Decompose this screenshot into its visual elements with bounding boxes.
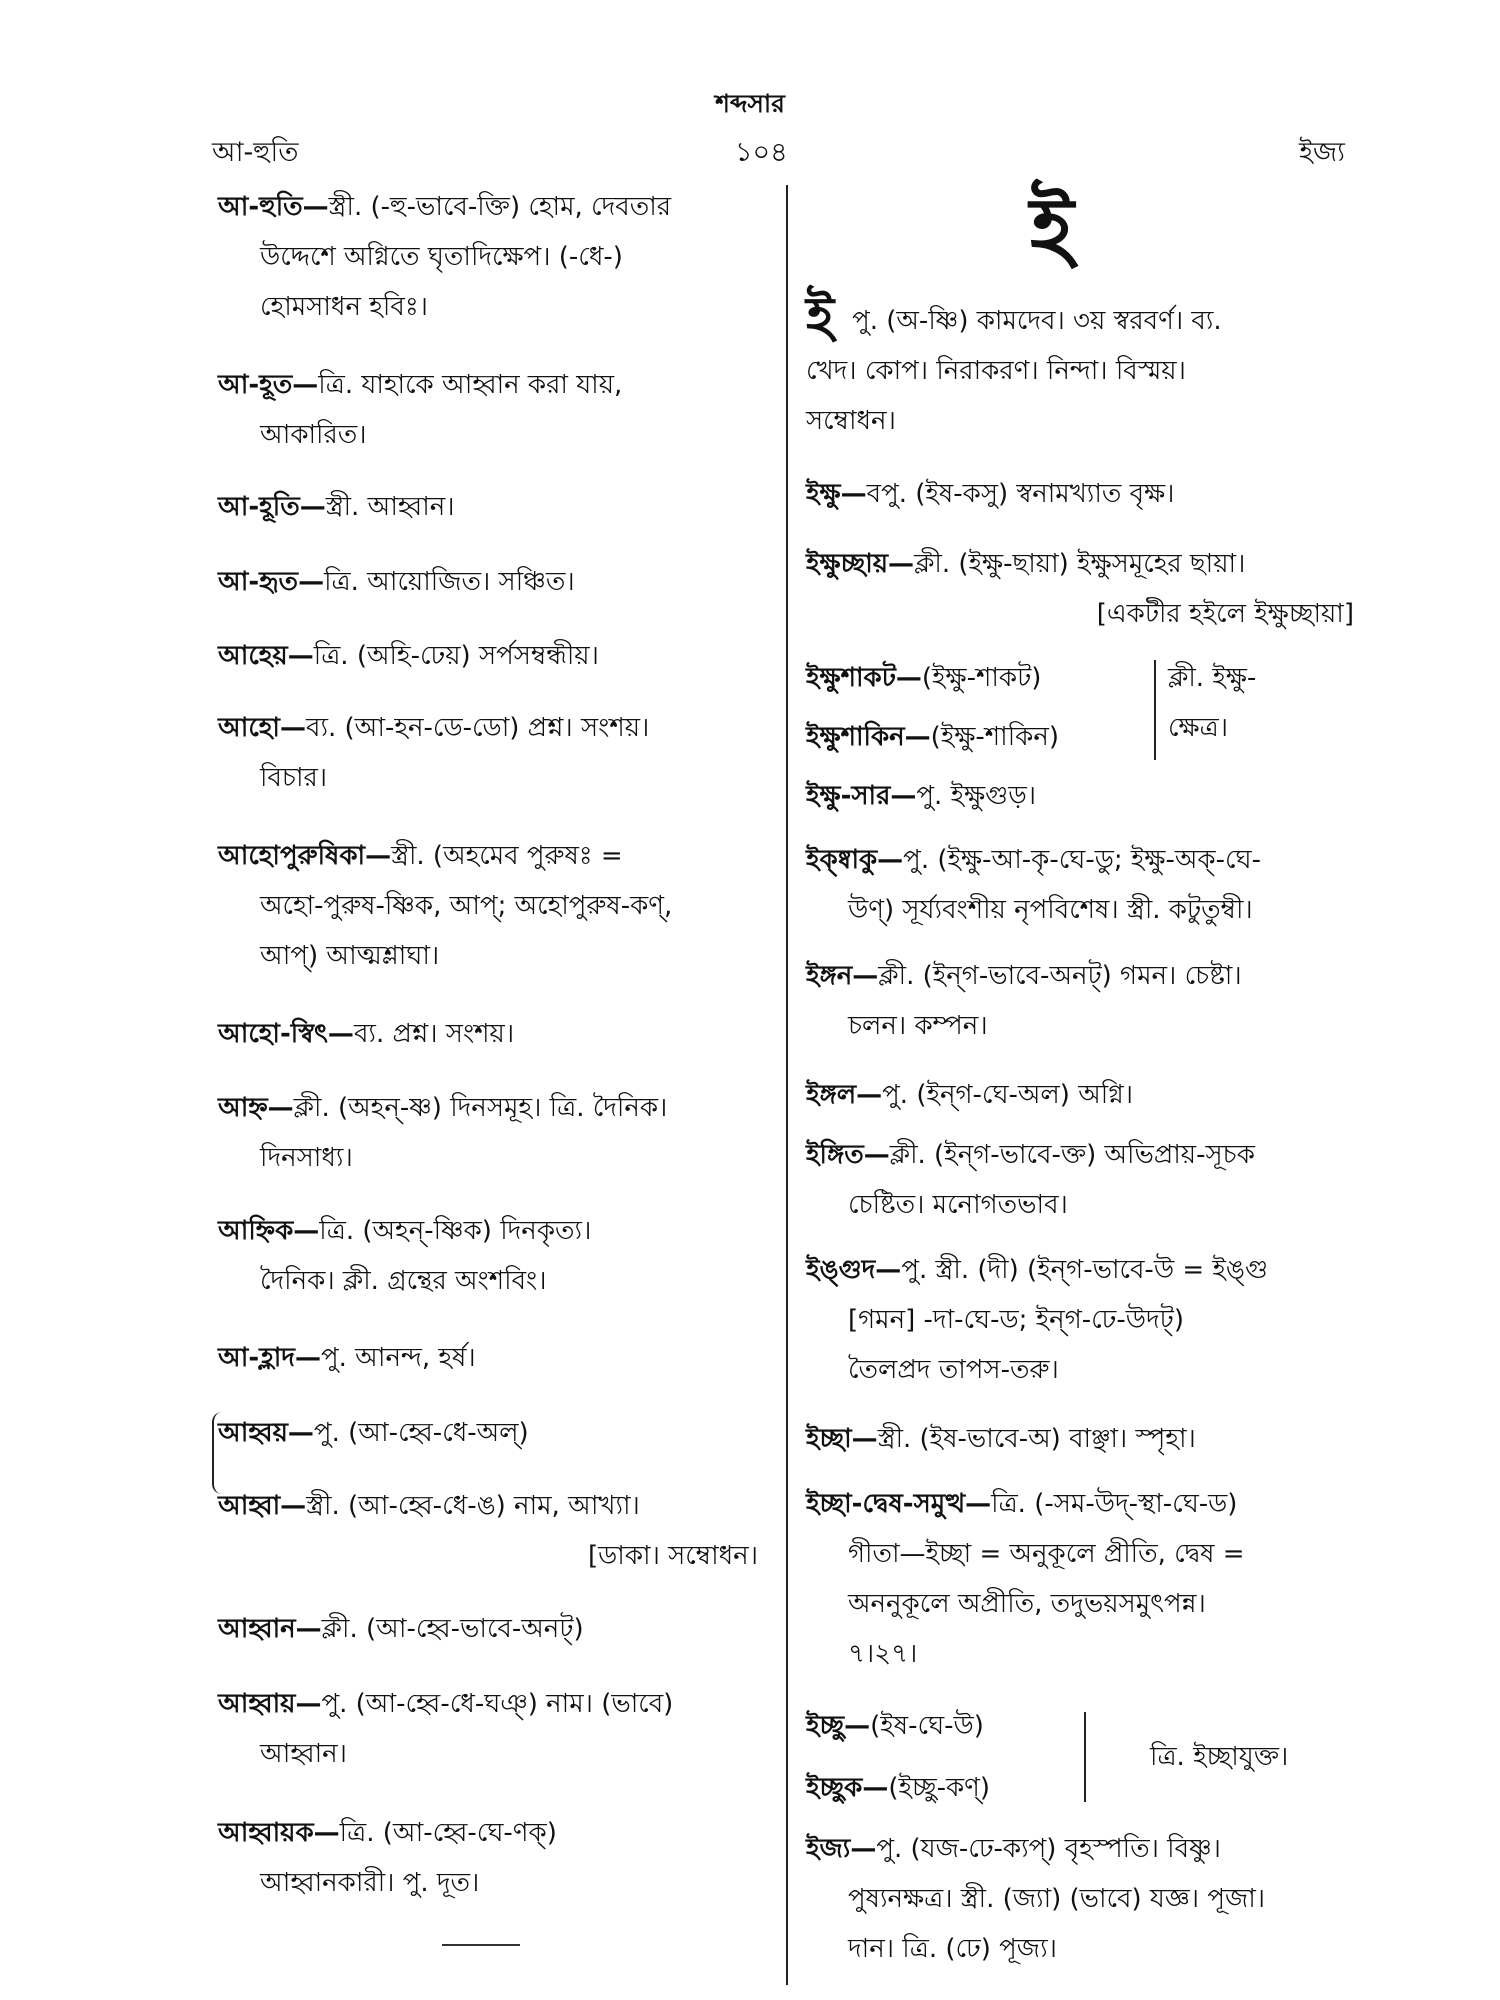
entry-headword: আহ্ন— — [218, 1093, 294, 1123]
entry-definition: [ডাকা। সম্বোধন। — [588, 1541, 758, 1571]
entry-definition: স্ত্রী. আহ্বান। — [325, 492, 455, 522]
entry-line — [806, 771, 1354, 821]
entry-headword: ইঙ্গল— — [806, 1080, 883, 1110]
dictionary-entry — [806, 951, 1354, 1051]
column-divider — [786, 185, 788, 1985]
entry-line — [806, 1529, 1354, 1579]
entry-definition: ক্লী. (আ-হ্বে-ভাবে-অনট্) — [321, 1614, 584, 1644]
entry-definition: ৭।২৭। — [848, 1639, 918, 1669]
dictionary-entry — [218, 1808, 758, 1908]
entry-definition: স্ত্রী. (-হু-ভাবে-ক্তি) হোম, দেবতার — [328, 192, 672, 222]
entry-line — [806, 1579, 1354, 1629]
entry-definition: খেদ। কোপ। নিরাকরণ। নিন্দা। বিস্ময়। — [806, 356, 1186, 386]
entry-line — [218, 1133, 758, 1183]
entry-line — [806, 1874, 1354, 1924]
entry-line — [1168, 653, 1368, 703]
entry-headword: ইক্ষুশাকট— — [806, 663, 922, 693]
entry-headword: ইঙ্গুদ— — [806, 1255, 902, 1285]
entry-line — [806, 1345, 1354, 1395]
entry-headword: ইক্ষুচ্ছায়— — [806, 549, 915, 579]
entry-headword: আহ্বায়— — [218, 1689, 322, 1719]
entry-definition: ক্লী. (ইন্গ-ভাবে-ক্ত) অভিপ্রায়-সূচক — [889, 1140, 1255, 1170]
entry-line — [806, 835, 1354, 885]
dictionary-entry — [218, 557, 758, 607]
entry-definition: ক্লী. (ইক্ষু-ছায়া) ইক্ষুসমূহের ছায়া। — [914, 549, 1246, 579]
entry-headword: আহ্বা— — [218, 1491, 307, 1521]
entry-headword: ইচ্ছু— — [806, 1711, 871, 1741]
dictionary-entry — [218, 1206, 758, 1306]
entry-definition: পু. (অ-ষ্ণি) কামদেব। ৩য় স্বরবর্ণ। ব্য. — [852, 306, 1222, 336]
dictionary-entry — [218, 1679, 758, 1779]
entry-headword: ইচ্ছা-দ্বেষ-সমুত্থ— — [806, 1489, 992, 1519]
entry-line — [806, 951, 1354, 1001]
entry-definition: উণ্) সূর্য্যবংশীয় নৃপবিশেষ। স্ত্রী. কটুতুম্বী। — [848, 895, 1253, 925]
entry-line — [218, 1256, 758, 1306]
dictionary-entry — [1150, 1732, 1370, 1782]
entry-definition: বিচার। — [260, 763, 328, 793]
section-letter: ই — [1030, 179, 1074, 277]
dictionary-entry — [806, 1824, 1354, 1974]
entry-definition: (ইক্ষু-শাকট) — [921, 663, 1042, 693]
dictionary-entry — [218, 1408, 758, 1458]
entry-definition: (ইচ্ছু-কণ্) — [888, 1773, 991, 1803]
entry-headword: আ-হূত— — [218, 370, 319, 400]
dictionary-entry — [806, 1130, 1354, 1230]
dictionary-entry — [806, 1245, 1354, 1395]
entry-headword: আ-হৃত— — [218, 567, 325, 597]
entry-line — [806, 1924, 1354, 1974]
entry-definition: পুষ্যনক্ষত্র। স্ত্রী. (জ্যা) (ভাবে) যজ্ঞ। পূজা। — [848, 1884, 1266, 1914]
entry-line — [218, 703, 758, 753]
entry-definition: আপ্) আত্মশ্লাঘা। — [260, 941, 440, 971]
entry-line — [1168, 703, 1368, 753]
entry-definition: দান। ত্রি. (ঢে) পূজ্য। — [848, 1934, 1057, 1964]
entry-definition: পু. (আ-হ্বে-ধে-অল্) — [313, 1418, 529, 1448]
entry-line — [806, 589, 1354, 639]
entry-definition: ক্লী. (ইন্গ-ভাবে-অনট্) গমন। চেষ্টা। — [878, 961, 1242, 991]
entry-definition: ব্য. (আ-হন-ডে-ডো) প্রশ্ন। সংশয়। — [305, 713, 650, 743]
entry-line — [806, 1001, 1354, 1051]
entry-definition: বপু. (ইষ-কসু) স্বনামখ্যাত বৃক্ষ। — [866, 479, 1175, 509]
entry-line — [218, 1083, 758, 1133]
entry-definition: হোমসাধন হবিঃ। — [260, 292, 428, 322]
entry-headword: ইক্ষ্বাকু— — [806, 845, 904, 875]
entry-definition: ত্রি. (অহন্-ষ্ণিক) দিনকৃত্য। — [319, 1216, 592, 1246]
entry-definition: চেষ্টিত। মনোগতভাব। — [848, 1190, 1068, 1220]
entry-letter: ই — [806, 285, 835, 348]
entry-headword: আহ্নিক— — [218, 1216, 320, 1246]
entry-headword: আহেয়— — [218, 641, 314, 671]
entry-headword: আহো— — [218, 713, 306, 743]
entry-line — [218, 753, 758, 803]
entry-line — [218, 1531, 758, 1581]
entry-line — [218, 1481, 758, 1531]
entry-line — [218, 831, 758, 881]
dictionary-entry — [218, 1481, 758, 1581]
entry-headword: আহো-স্বিৎ— — [218, 1019, 354, 1049]
entry-definition: অহো-পুরুষ-ষ্ণিক, আপ্; অহোপুরুষ-কণ্, — [260, 891, 673, 921]
entry-definition: আহ্বানকারী। পু. দূত। — [260, 1868, 480, 1898]
entry-line — [218, 931, 758, 981]
entry-line — [218, 557, 758, 607]
entry-line — [806, 346, 1351, 396]
entry-headword: ইক্ষুশাকিন— — [806, 722, 931, 752]
entry-headword: ইঙ্গন— — [806, 961, 879, 991]
dictionary-entry — [218, 703, 758, 803]
dictionary-entry — [218, 1083, 758, 1183]
entry-headword: আহ্বয়— — [218, 1418, 314, 1448]
dictionary-entry — [806, 771, 1354, 821]
dictionary-entry — [806, 285, 1351, 446]
entry-line — [218, 282, 758, 332]
entry-headword: ইক্ষু-সার— — [806, 781, 917, 811]
entry-headword: ইক্ষু— — [806, 479, 867, 509]
entry-definition: ত্রি. আয়োজিত। সঞ্চিত। — [324, 567, 575, 597]
dictionary-entry — [218, 1333, 758, 1383]
entry-definition: পু. স্ত্রী. (দী) (ইন্গ-ভাবে-উ = ইঙ্গু — [901, 1255, 1269, 1285]
page-number: ১০৪ — [735, 137, 788, 168]
entry-line — [218, 1604, 758, 1654]
entry-headword: ইচ্ছুক— — [806, 1773, 889, 1803]
entry-headword: ইজ্য— — [806, 1834, 877, 1864]
entry-line — [218, 631, 758, 681]
entry-line — [218, 1858, 758, 1908]
dictionary-entry — [806, 1479, 1354, 1679]
entry-headword: আ-হূতি— — [218, 492, 326, 522]
entry-line — [806, 1130, 1354, 1180]
entry-headword: আহ্বান— — [218, 1614, 322, 1644]
entry-line — [218, 1333, 758, 1383]
entry-definition: পু. ইক্ষুগুড়। — [916, 781, 1037, 811]
entry-definition: অননুকূলে অপ্রীতি, তদুভয়সমুৎপন্ন। — [848, 1589, 1206, 1619]
entry-definition: আহ্বান। — [260, 1739, 347, 1769]
column-end-rule — [442, 1944, 520, 1946]
entry-headword: আ-হুতি— — [218, 192, 329, 222]
entry-line — [806, 1479, 1354, 1529]
header-last-word: ইজ্য — [1298, 137, 1345, 168]
entry-definition: আকারিত। — [260, 420, 367, 450]
entry-headword: আহ্বায়ক— — [218, 1818, 340, 1848]
entry-line — [806, 469, 1354, 519]
entry-definition: স্ত্রী. (ইষ-ভাবে-অ) বাঞ্ছা। স্পৃহা। — [877, 1424, 1196, 1454]
entry-definition: উদ্দেশে অগ্নিতে ঘৃতাদিক্ষেপ। (-ধে-) — [260, 242, 623, 272]
book-title: শব্দসার — [715, 89, 785, 118]
dictionary-entry — [806, 469, 1354, 519]
entry-definition: ক্লী. (অহন্-ষ্ণ) দিনসমূহ। ত্রি. দৈনিক। — [293, 1093, 668, 1123]
entry-line — [806, 1070, 1354, 1120]
entry-line — [1150, 1732, 1370, 1782]
entry-line — [218, 1729, 758, 1779]
dictionary-entry — [218, 631, 758, 681]
entry-line — [218, 410, 758, 460]
entry-line — [806, 885, 1354, 935]
entry-line — [218, 1009, 758, 1059]
entry-definition: ত্রি. (-সম-উদ্-স্থা-ঘে-ড) — [991, 1489, 1238, 1519]
entry-definition: (ইক্ষু-শাকিন) — [930, 722, 1059, 752]
dictionary-entry — [218, 831, 758, 981]
entry-headword: ইচ্ছা— — [806, 1424, 878, 1454]
entry-headword: আহোপুরুষিকা— — [218, 841, 392, 871]
dictionary-entry — [218, 182, 758, 332]
dictionary-entry — [1168, 653, 1368, 753]
dictionary-entry — [218, 360, 758, 460]
entry-definition: পু. আনন্দ, হর্ষ। — [320, 1343, 476, 1373]
entry-line — [806, 285, 1351, 348]
entry-definition: ক্লী. ইক্ষু- — [1168, 663, 1257, 693]
dictionary-entry — [806, 835, 1354, 935]
entry-line — [806, 1629, 1354, 1679]
entry-definition: পু. (আ-হ্বে-ধে-ঘঞ্) নাম। (ভাবে) — [321, 1689, 674, 1719]
entry-headword: ইঙ্গিত— — [806, 1140, 890, 1170]
entry-definition: ত্রি. ইচ্ছাযুক্ত। — [1150, 1742, 1289, 1772]
entry-line — [218, 232, 758, 282]
entry-definition: (ইষ-ঘে-উ) — [870, 1711, 984, 1741]
entry-line — [218, 360, 758, 410]
entry-line — [806, 1245, 1354, 1295]
entry-definition: দিনসাধ্য। — [260, 1143, 353, 1173]
entry-line — [218, 1808, 758, 1858]
dictionary-entry — [806, 1414, 1354, 1464]
entry-definition: সম্বোধন। — [806, 406, 896, 436]
entry-definition: ক্ষেত্র। — [1168, 713, 1229, 743]
entry-line — [806, 1295, 1354, 1345]
entry-line — [218, 1408, 758, 1458]
entry-definition: দৈনিক। ক্লী. গ্রন্থের অংশবিং। — [260, 1266, 547, 1296]
entry-definition: [একটীর হইলে ইক্ষুচ্ছায়া] — [1096, 599, 1354, 629]
dictionary-entry — [218, 1604, 758, 1654]
entry-definition: গীতা—ইচ্ছা = অনুকূলে প্রীতি, দ্বেষ = — [848, 1539, 1245, 1569]
entry-line — [218, 1206, 758, 1256]
entry-definition: ব্য. প্রশ্ন। সংশয়। — [353, 1019, 515, 1049]
entry-definition: স্ত্রী. (অহমেব পুরুষঃ = — [391, 841, 623, 871]
entry-line — [218, 1679, 758, 1729]
entry-line — [218, 182, 758, 232]
entry-definition: ত্রি. (অহি-ঢেয়) সর্পসম্বন্ধীয়। — [313, 641, 599, 671]
entry-definition: স্ত্রী. (আ-হ্বে-ধে-ঙ) নাম, আখ্যা। — [306, 1491, 640, 1521]
header-first-word: আ-হুতি — [212, 137, 299, 168]
entry-line — [806, 396, 1351, 446]
entry-definition: ত্রি. যাহাকে আহ্বান করা যায়, — [318, 370, 623, 400]
dictionary-entry — [806, 539, 1354, 639]
entry-definition: ত্রি. (আ-হ্বে-ঘে-ণক্) — [339, 1818, 557, 1848]
entry-definition: পু. (ইন্গ-ঘে-অল) অগ্নি। — [882, 1080, 1134, 1110]
entry-line — [218, 482, 758, 532]
entry-line — [806, 1824, 1354, 1874]
dictionary-entry — [218, 1009, 758, 1059]
dictionary-entry — [806, 1070, 1354, 1120]
entry-definition: পু. (ইক্ষু-আ-কৃ-ঘে-ডু; ইক্ষু-অক্-ঘে- — [903, 845, 1261, 875]
entry-definition: চলন। কম্পন। — [848, 1011, 988, 1041]
entry-definition: তৈলপ্রদ তাপস-তরু। — [848, 1355, 1059, 1385]
entry-line — [806, 1180, 1354, 1230]
entry-definition: [গমন] -দা-ঘে-ড; ইন্গ-ঢে-উদট্) — [848, 1305, 1184, 1335]
entry-line — [806, 539, 1354, 589]
entry-headword: আ-হ্লাদ— — [218, 1343, 321, 1373]
entry-definition: পু. (যজ-ঢে-ক্যপ্) বৃহস্পতি। বিষ্ণু। — [876, 1834, 1221, 1864]
entry-line — [218, 881, 758, 931]
entry-line — [806, 1414, 1354, 1464]
dictionary-entry — [218, 482, 758, 532]
